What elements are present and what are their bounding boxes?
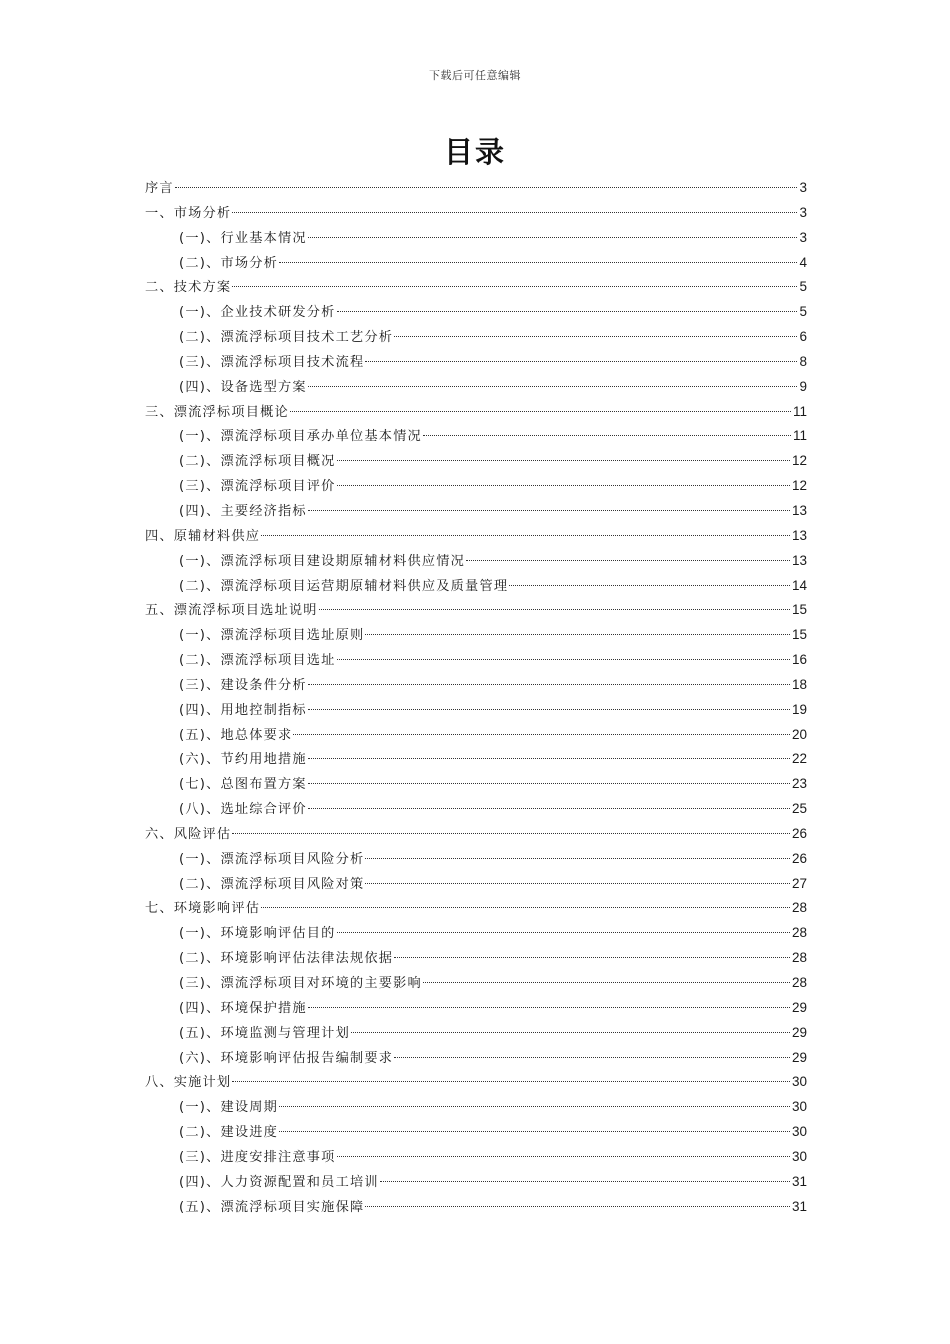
toc-entry-label: (一)、漂流浮标项目建设期原辅材料供应情况 [179, 553, 466, 569]
toc-entry-label: (五)、环境监测与管理计划 [179, 1025, 350, 1041]
toc-entry-page-number: 6 [799, 329, 807, 345]
toc-entry[interactable] [145, 1170, 807, 1195]
toc-entry-label: (八)、选址综合评价 [179, 802, 307, 818]
toc-entry-page-number: 8 [799, 353, 807, 369]
toc-dot-leader [365, 883, 790, 884]
toc-dot-leader [308, 510, 790, 511]
toc-entry-page-number: 11 [792, 428, 807, 444]
toc-entry-page-number: 5 [799, 304, 807, 320]
toc-dot-leader [337, 485, 790, 486]
toc-entry[interactable] [145, 772, 807, 797]
toc-dot-leader [394, 1057, 790, 1058]
toc-entry-page-number: 22 [791, 751, 807, 767]
toc-entry[interactable] [145, 648, 807, 673]
toc-entry-page-number: 16 [791, 652, 807, 668]
toc-entry-label: (一)、漂流浮标项目承办单位基本情况 [179, 429, 422, 445]
toc-dot-leader [308, 758, 790, 759]
toc-dot-leader [232, 833, 790, 834]
toc-entry[interactable] [145, 325, 807, 350]
toc-dot-leader [261, 535, 790, 536]
toc-entry-label: (二)、漂流浮标项目技术工艺分析 [179, 330, 394, 346]
header-note: 下载后可任意编辑 [429, 69, 521, 82]
toc-entry-page-number: 9 [799, 378, 807, 394]
toc-entry-page-number: 28 [791, 975, 807, 990]
toc-dot-leader [337, 1156, 790, 1157]
page-title: 目录 [443, 135, 506, 169]
toc-entry-page-number: 18 [791, 676, 807, 692]
toc-entry-label: (一)、行业基本情况 [179, 230, 307, 246]
toc-dot-leader [351, 1032, 790, 1033]
toc-entry[interactable] [145, 1120, 807, 1145]
toc-dot-leader [290, 411, 791, 412]
toc-entry[interactable] [145, 350, 807, 375]
toc-dot-leader [232, 1081, 790, 1082]
toc-entry-label: 七、环境影响评估 [145, 901, 261, 917]
toc-entry-label: (二)、市场分析 [179, 255, 279, 271]
toc-entry-page-number: 26 [791, 825, 807, 841]
toc-dot-leader [232, 212, 797, 213]
toc-entry-page-number: 29 [791, 1049, 807, 1065]
toc-entry[interactable] [145, 946, 807, 971]
toc-entry-page-number: 25 [791, 801, 807, 817]
toc-entry-label: 八、实施计划 [145, 1075, 232, 1091]
toc-entry-label: (四)、主要经济指标 [179, 503, 307, 519]
toc-entry-label: (二)、建设进度 [179, 1125, 279, 1141]
toc-entry-page-number: 19 [791, 701, 807, 717]
toc-entry[interactable] [145, 747, 807, 772]
toc-dot-leader [308, 237, 798, 238]
toc-dot-leader [337, 932, 790, 933]
toc-dot-leader [423, 435, 791, 436]
toc-entry[interactable] [145, 375, 807, 400]
toc-dot-leader [423, 982, 790, 983]
toc-entry-page-number: 30 [791, 1148, 807, 1164]
toc-entry-page-number: 13 [791, 502, 807, 518]
toc-dot-leader [319, 609, 790, 610]
toc-entry-label: (一)、漂流浮标项目风险分析 [179, 851, 365, 867]
toc-entry[interactable] [145, 226, 807, 251]
toc-entry-label: (二)、漂流浮标项目概况 [179, 454, 336, 470]
toc-dot-leader [175, 187, 798, 188]
toc-entry[interactable] [145, 400, 807, 425]
toc-entry-label: (二)、漂流浮标项目选址 [179, 653, 336, 669]
toc-entry-page-number: 12 [791, 478, 807, 494]
toc-entry[interactable] [145, 598, 807, 623]
toc-dot-leader [380, 1181, 790, 1182]
toc-entry-label: (五)、地总体要求 [179, 727, 293, 743]
toc-entry[interactable] [145, 921, 807, 946]
toc-entry-label: 六、风险评估 [145, 826, 232, 842]
toc-entry-page-number: 11 [792, 403, 807, 419]
toc-entry-page-number: 30 [791, 1099, 807, 1115]
toc-entry[interactable] [145, 971, 807, 996]
toc-entry-label: (三)、漂流浮标项目技术流程 [179, 354, 365, 370]
toc-dot-leader [365, 634, 790, 635]
toc-dot-leader [337, 460, 790, 461]
toc-entry-page-number: 28 [791, 900, 807, 916]
toc-entry-page-number: 31 [791, 1198, 807, 1214]
toc-entry-page-number: 3 [799, 229, 807, 245]
toc-entry[interactable] [145, 176, 807, 201]
toc-entry-page-number: 15 [791, 602, 807, 618]
toc-entry[interactable] [145, 574, 807, 599]
toc-entry[interactable] [145, 549, 807, 574]
toc-dot-leader [308, 386, 798, 387]
toc-entry[interactable] [145, 1145, 807, 1170]
toc-entry-page-number: 13 [791, 527, 807, 543]
toc-entry-page-number: 3 [799, 180, 807, 195]
toc-entry-label: (三)、漂流浮标项目对环境的主要影响 [179, 976, 422, 991]
toc-entry[interactable] [145, 623, 807, 648]
toc-entry-label: (六)、环境影响评估报告编制要求 [179, 1050, 394, 1066]
toc-entry-page-number: 30 [791, 1074, 807, 1090]
toc-dot-leader [509, 585, 790, 586]
toc-entry[interactable] [145, 449, 807, 474]
toc-entry-label: (四)、环境保护措施 [179, 1000, 307, 1016]
toc-entry-page-number: 20 [791, 726, 807, 742]
toc-entry[interactable] [145, 424, 807, 449]
toc-entry-page-number: 26 [791, 850, 807, 866]
toc-entry-label: (一)、企业技术研发分析 [179, 305, 336, 321]
toc-entry[interactable] [145, 872, 807, 897]
toc-dot-leader [232, 286, 797, 287]
toc-entry[interactable] [145, 797, 807, 822]
toc-entry-label: (二)、漂流浮标项目运营期原辅材料供应及质量管理 [179, 578, 509, 594]
toc-entry-page-number: 31 [791, 1173, 807, 1189]
toc-entry[interactable] [145, 673, 807, 698]
toc-entry-label: (五)、漂流浮标项目实施保障 [179, 1199, 365, 1215]
toc-entry-page-number: 23 [791, 776, 807, 792]
toc-entry[interactable] [145, 499, 807, 524]
toc-entry-label: (四)、设备选型方案 [179, 379, 307, 395]
toc-entry-label: (一)、环境影响评估目的 [179, 926, 336, 942]
toc-entry-label: (一)、漂流浮标项目选址原则 [179, 628, 365, 644]
toc-entry[interactable] [145, 474, 807, 499]
toc-dot-leader [394, 336, 797, 337]
toc-entry[interactable] [145, 996, 807, 1021]
toc-entry-label: (二)、漂流浮标项目风险对策 [179, 876, 365, 892]
toc-entry[interactable] [145, 251, 807, 276]
toc-entry-label: (二)、环境影响评估法律法规依据 [179, 951, 394, 967]
toc-entry-page-number: 15 [791, 627, 807, 643]
toc-dot-leader [394, 957, 790, 958]
toc-entry-page-number: 28 [791, 950, 807, 966]
toc-dot-leader [365, 361, 797, 362]
toc-entry[interactable] [145, 1070, 807, 1095]
toc-entry[interactable] [145, 822, 807, 847]
toc-entry-label: (四)、人力资源配置和员工培训 [179, 1174, 379, 1190]
toc-entry-label: (三)、漂流浮标项目评价 [179, 479, 336, 495]
toc-entry-page-number: 28 [791, 925, 807, 941]
toc-entry[interactable] [145, 201, 807, 226]
toc-entry-label: 五、漂流浮标项目选址说明 [145, 603, 318, 619]
toc-dot-leader [466, 560, 790, 561]
toc-entry[interactable] [145, 698, 807, 723]
toc-dot-leader [279, 1106, 790, 1107]
toc-entry[interactable] [145, 300, 807, 325]
toc-entry[interactable] [145, 1046, 807, 1071]
toc-entry-label: 三、漂流浮标项目概论 [145, 404, 289, 420]
toc-dot-leader [308, 684, 790, 685]
toc-dot-leader [261, 907, 790, 908]
toc-dot-leader [365, 1206, 790, 1207]
toc-entry-page-number: 29 [791, 999, 807, 1015]
toc-dot-leader [279, 262, 797, 263]
toc-entry-page-number: 5 [799, 279, 807, 295]
toc-entry[interactable] [145, 275, 807, 300]
toc-dot-leader [308, 1007, 790, 1008]
toc-entry-label: (三)、进度安排注意事项 [179, 1149, 336, 1165]
toc-entry-label: (三)、建设条件分析 [179, 677, 307, 693]
toc-entry-label: (一)、建设周期 [179, 1100, 279, 1116]
toc-entry-page-number: 13 [791, 552, 807, 568]
toc-dot-leader [337, 311, 798, 312]
toc-entry-page-number: 4 [799, 254, 807, 270]
toc-dot-leader [337, 659, 790, 660]
toc-entry[interactable] [145, 723, 807, 748]
toc-entry[interactable] [145, 896, 807, 921]
table-of-contents [145, 176, 807, 1219]
toc-entry-page-number: 30 [791, 1124, 807, 1140]
toc-entry-page-number: 12 [791, 453, 807, 469]
toc-entry-label: (七)、总图布置方案 [179, 777, 307, 793]
toc-dot-leader [279, 1131, 790, 1132]
toc-entry-page-number: 14 [791, 577, 807, 593]
toc-entry-page-number: 29 [791, 1024, 807, 1040]
toc-entry[interactable] [145, 524, 807, 549]
toc-entry-label: 二、技术方案 [145, 280, 232, 296]
toc-dot-leader [308, 709, 790, 710]
toc-entry-page-number: 27 [791, 875, 807, 891]
toc-entry[interactable] [145, 1095, 807, 1120]
toc-dot-leader [308, 783, 790, 784]
toc-entry-label: 一、市场分析 [145, 205, 232, 221]
toc-entry-page-number: 3 [799, 204, 807, 220]
toc-entry[interactable] [145, 847, 807, 872]
toc-entry-label: (四)、用地控制指标 [179, 702, 307, 718]
toc-entry[interactable] [145, 1195, 807, 1220]
toc-dot-leader [293, 734, 790, 735]
toc-entry[interactable] [145, 1021, 807, 1046]
toc-dot-leader [365, 858, 790, 859]
toc-entry-label: 四、原辅材料供应 [145, 528, 261, 544]
toc-entry-label: 序言 [145, 181, 174, 196]
toc-dot-leader [308, 808, 790, 809]
toc-entry-label: (六)、节约用地措施 [179, 752, 307, 768]
